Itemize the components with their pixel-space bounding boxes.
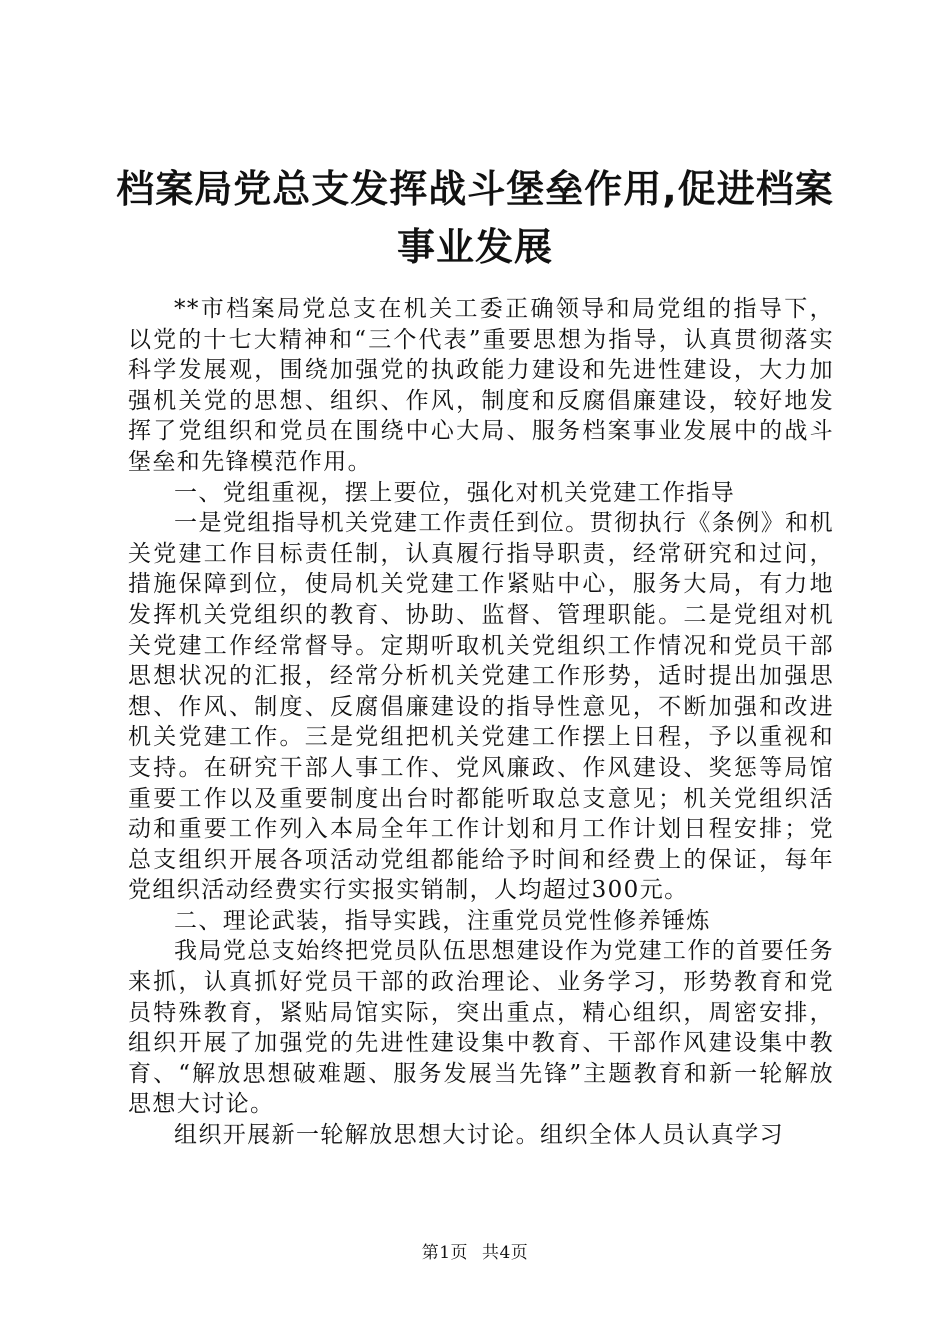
section-heading-1: 一、党组重视，摆上要位，强化对机关党建工作指导 [174, 479, 736, 506]
document-body [128, 294, 834, 1151]
paragraph-intro: **市档案局党总支在机关工委正确领导和局党组的指导下，以党的十七大精神和“三个代表”重要思想为指导，认真贯彻落实科学发展观，围绕加强党的执政能力建设和先进性建设，大力加强机关党的思想、组织、作风，制度和反腐倡廉建设，较好地发挥了党组织和党员在围绕中心大局、服务档案事业发展中的战斗堡垒和先锋模范作用。 [128, 296, 834, 475]
page-footer [0, 1243, 950, 1263]
document-title: 档案局党总支发挥战斗堡垒作用,促进档案事业发展 [116, 167, 834, 269]
paragraph-section-2: 我局党总支始终把党员队伍思想建设作为党建工作的首要任务来抓，认真抓好党员干部的政治理论、业务学习，形势教育和党员特殊教育，紧贴局馆实际，突出重点，精心组织，周密安排，组织开展了加强党的先进性建设集中教育、干部作风建设集中教育、“解放思想破难题、服务发展当先锋”主题教育和新一轮解放思想大讨论。 [128, 938, 834, 1118]
paragraph-section-1: 一是党组指导机关党建工作责任到位。贯彻执行《条例》和机关党建工作目标责任制，认真履行指导职责，经常研究和过问，措施保障到位，使局机关党建工作紧贴中心，服务大局，有力地发挥机关党组织的教育、协助、监督、管理职能。二是党组对机关党建工作经常督导。定期听取机关党组织工作情况和党员干部思想状况的汇报，经常分析机关党建工作形势，适时提出加强思想、作风、制度、反腐倡廉建设的指导性意见，不断加强和改进机关党建工作。三是党组把机关党建工作摆上日程，予以重视和支持。在研究干部人事工作、党风廉政、作风建设、奖惩等局馆重要工作以及重要制度出台时都能听取总支意见；机关党组织活动和重要工作列入本局全年工作计划和月工作计划日程安排；党总支组织开展各项活动党组都能给予时间和经费上的保证，每年党组织活动经费实行实报实销制，人均超过300元。 [128, 510, 834, 904]
page-total: 共4页 [481, 1243, 529, 1263]
paragraph-section-2-continued: 组织开展新一轮解放思想大讨论。组织全体人员认真学习 [174, 1122, 784, 1149]
page-number: 第1页 [421, 1243, 469, 1263]
section-heading-2: 二、理论武装，指导实践，注重党员党性修养锤炼 [174, 907, 711, 934]
